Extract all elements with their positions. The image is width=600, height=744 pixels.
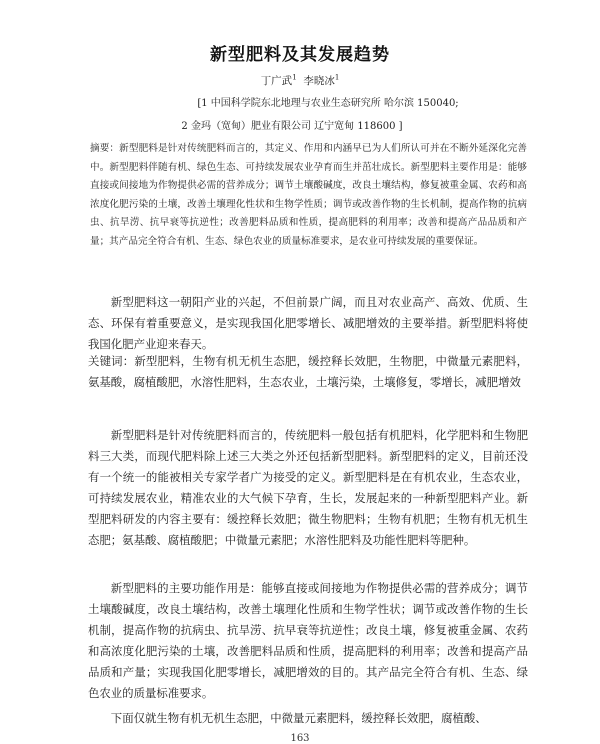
abstract: 摘要：新型肥料是针对传统肥料而言的，其定义、作用和内涵早已为人们所认可并在不断外延深化完善中。新型肥料伴随有机、绿色生态、可持续发展农业孕育而生并茁壮成长。新型肥料主要作用是：能够直接或间接地为作物提供必需的营养成分；调节土壤酸碱度，改良土壤结构，修复被重金属、农药和高浓度化肥污染的土壤，改善土壤理化性状和生物学性质；调节或改善作物的生长机制，提高作物的抗病虫、抗旱涝、抗早衰等抗逆性；改善肥料品质和性质，提高肥料的利用率；改善和提高产品品质和产量；其产品完全符合有机、生态、绿色农业的质量标准要求，是农业可持续发展的重要保证。 xyxy=(90,143,527,247)
body-paragraph-2: 新型肥料是针对传统肥料而言的，传统肥料一般包括有机肥料，化学肥料和生物肥料三大类，而现代肥料除上述三大类之外还包括新型肥料。新型肥料的定义，目前还没有一个统一的能被相关专家学者广为接受的定义。新型肥料是在有机农业，生态农业，可持续发展农业，精准农业的大气候下孕育，生长，发展起来的一种新型肥料产业。新型肥料研发的内容主要有：缓控释长效肥；微生物肥料；生物有机肥；生物有机无机生态肥；氨基酸、腐植酸肥；中微量元素肥；水溶性肥料及功能性肥料等肥种。 xyxy=(88,428,528,547)
paper-title: 新型肥料及其发展趋势 xyxy=(210,45,390,65)
author-line xyxy=(0,73,600,88)
keywords: 关键词：新型肥料，生物有机无机生态肥，缓控释长效肥，生物肥，中微量元素肥料，氨基酸，腐植酸肥，水溶性肥料，生态农业，土壤污染，土壤修复，零增长，减肥增效 xyxy=(88,354,528,389)
body-paragraph-1: 新型肥料这一朝阳产业的兴起，不但前景广阔，而且对农业高产、高效、优质、生态、环保有着重要意义，是实现我国化肥零增长、减肥增效的主要举措。新型肥料将使我国化肥产业迎来春天。 xyxy=(88,295,528,351)
affiliation-1: [1 中国科学院东北地理与农业生态研究所 哈尔滨 150040; xyxy=(197,98,459,109)
page-number: 163 xyxy=(290,733,310,744)
body-paragraph-3: 新型肥料的主要功能作用是：能够直接或间接地为作物提供必需的营养成分；调节土壤酸碱度，改良土壤结构，改善土壤理化性质和生物学性状；调节或改善作物的生长机制，提高作物的抗病虫、抗旱涝、抗早衰等抗逆性；改良土壤，修复被重金属、农药和高浓度化肥污染的土壤，改善肥料品质和性质，提高肥料的利用率；改善和提高产品品质和产量；实现我国化肥零增长，减肥增效的目的。其产品完全符合有机、生态、绿色农业的质量标准要求。 xyxy=(88,581,528,700)
author-affiliation-mark: 1 xyxy=(334,73,340,82)
affiliation-2: 2 金玛（宽甸）肥业有限公司 辽宁宽甸 118600 ] xyxy=(181,121,403,132)
body-paragraph-4: 下面仅就生物有机无机生态肥，中微量元素肥料，缓控释长效肥，腐植酸、 xyxy=(110,711,487,725)
author-name: 李晓冰 xyxy=(303,75,335,87)
author-affiliation-mark: 1 xyxy=(292,73,297,82)
author-name: 丁广武 xyxy=(260,75,293,87)
